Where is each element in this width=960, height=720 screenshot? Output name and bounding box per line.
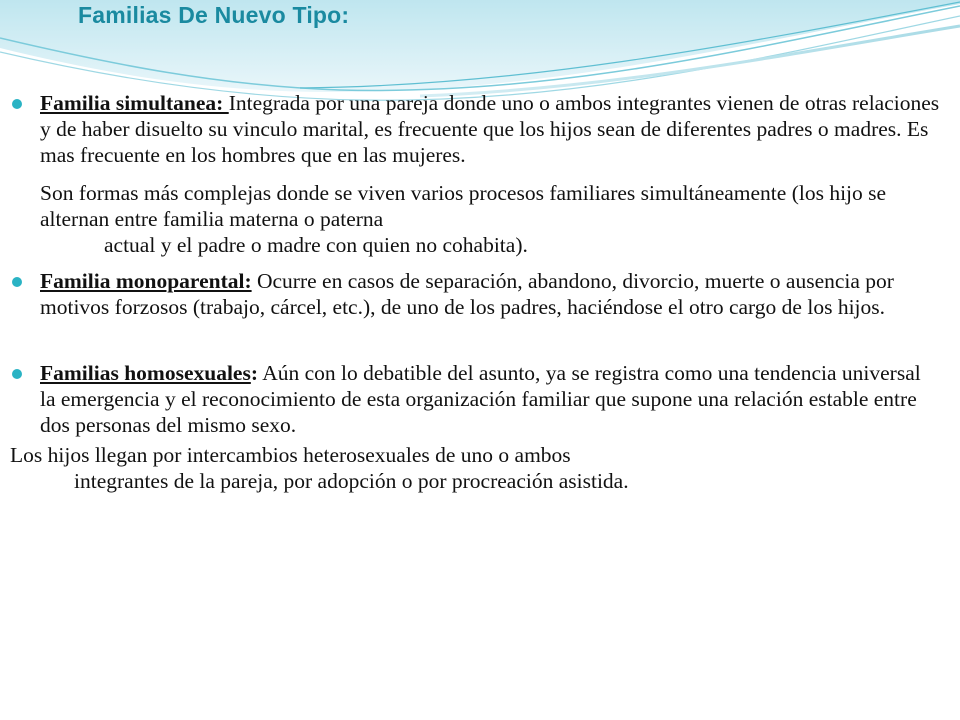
paragraph-formas-complejas-line2: actual y el padre o madre con quien no cohabita). bbox=[104, 233, 528, 257]
definition-familia-monoparental: Ocurre en casos de separación, abandono, divorcio, muerte o ausencia por motivos forzosos (trabajo, cárcel, etc.), de uno de los padres, haciéndose el otro cargo de los hijos. bbox=[40, 269, 894, 319]
bullet-familia-monoparental bbox=[10, 268, 940, 320]
paragraph-hijos bbox=[10, 442, 940, 494]
slide-title: Familias De Nuevo Tipo: bbox=[78, 2, 350, 28]
bullet-dot bbox=[12, 369, 22, 379]
term-colon: : bbox=[250, 361, 258, 385]
term-familia-simultanea: Familia simultanea: bbox=[40, 91, 229, 115]
definition-familia-simultanea: Integrada por una pareja donde uno o ambos integrantes vienen de otras relaciones y de haber disuelto su vinculo marital, es frecuente que los hijos sean de diferentes padres o madres. Es mas frecuente en los hombres que en las mujeres. bbox=[40, 91, 940, 167]
bullet-familias-homosexuales bbox=[10, 360, 940, 438]
slide-content bbox=[10, 90, 940, 494]
bullet-dot bbox=[12, 99, 22, 109]
paragraph-formas-complejas bbox=[10, 180, 940, 258]
paragraph-hijos-line1: Los hijos llegan por intercambios heterosexuales de uno o ambos bbox=[10, 443, 571, 467]
term-familia-monoparental: Familia monoparental: bbox=[40, 269, 252, 293]
paragraph-hijos-line2: integrantes de la pareja, por adopción o por procreación asistida. bbox=[74, 469, 629, 493]
paragraph-formas-complejas-line1: Son formas más complejas donde se viven varios procesos familiares simultáneamente (los hijo se alternan entre familia materna o paterna bbox=[40, 181, 887, 231]
bullet-familia-simultanea bbox=[10, 90, 940, 168]
term-familias-homosexuales: Familias homosexuales bbox=[40, 361, 251, 385]
bullet-dot bbox=[12, 277, 22, 287]
definition-familias-homosexuales: Aún con lo debatible del asunto, ya se registra como una tendencia universal la emergencia y el reconocimiento de esta organización familiar que supone una relación estable entre dos personas del mismo sexo. bbox=[40, 361, 921, 437]
